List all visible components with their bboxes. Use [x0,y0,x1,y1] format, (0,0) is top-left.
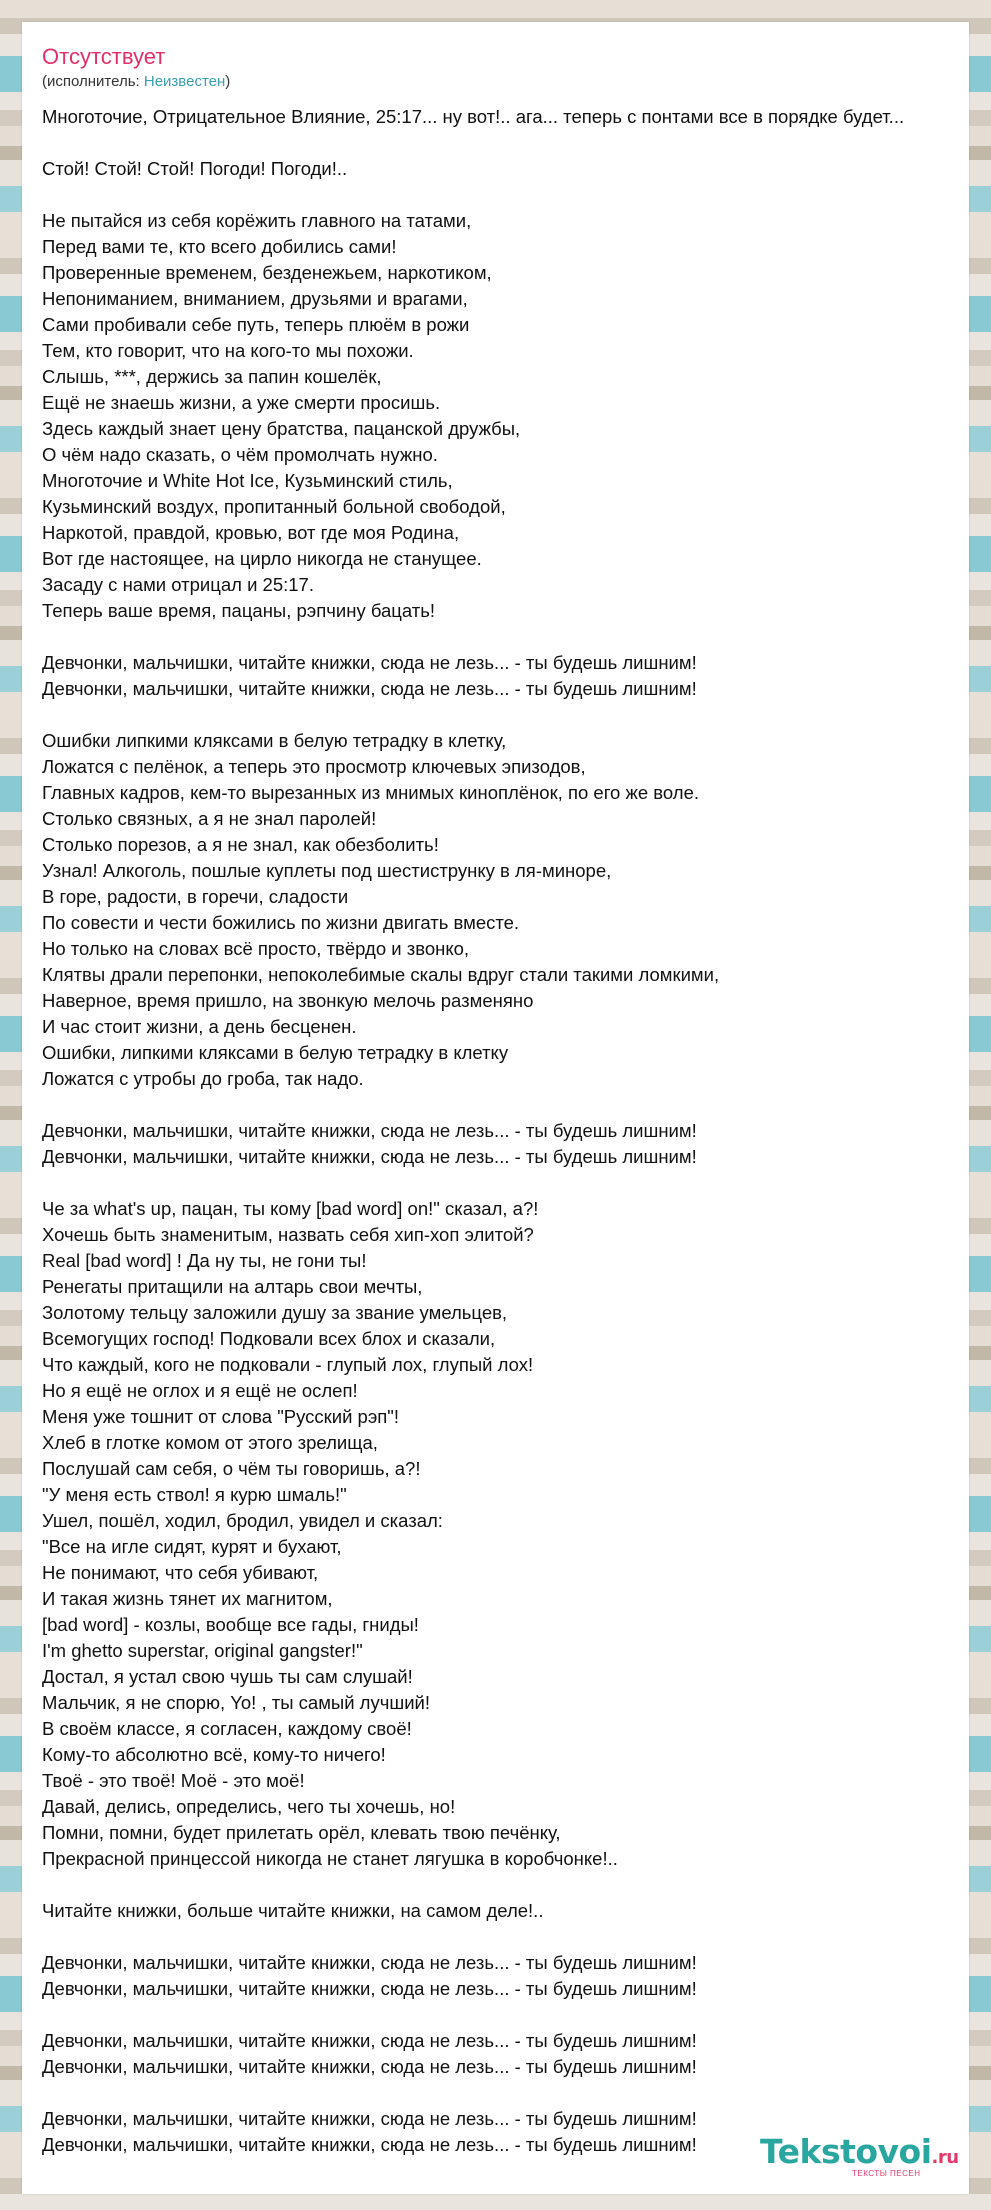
lyric-line: Девчонки, мальчишки, читайте книжки, сюда не лезь... - ты будешь лишним! [42,2108,697,2129]
lyric-line: Девчонки, мальчишки, читайте книжки, сюда не лезь... - ты будешь лишним! [42,2056,697,2077]
lyric-line: Столько связных, а я не знал паролей! [42,808,377,829]
lyric-blank-line [42,182,991,208]
lyric-line: В горе, радости, в горечи, сладости [42,886,349,907]
lyric-line: Что каждый, кого не подковали - глупый лох, глупый лох! [42,1354,534,1375]
lyric-line: Девчонки, мальчишки, читайте книжки, сюда не лезь... - ты будешь лишним! [42,1120,697,1141]
lyric-line: Клятвы драли перепонки, непоколебимые скалы вдруг стали такими ломкими, [42,964,720,985]
lyric-line: Не пытайся из себя корёжить главного на татами, [42,210,472,231]
lyric-line: Меня уже тошнит от слова "Русский рэп"! [42,1406,399,1427]
lyric-blank-line [42,1092,991,1118]
lyric-line: По совести и чести божились по жизни двигать вместе. [42,912,520,933]
lyric-line: Real [bad word] ! Да ну ты, не гони ты! [42,1250,367,1271]
lyric-line: Многоточие и White Hot Ice, Кузьминский стиль, [42,470,453,491]
lyric-line: Теперь ваше время, пацаны, рэпчину бацать! [42,600,436,621]
lyric-line: Наверное, время пришло, на звонкую мелочь разменяно [42,990,534,1011]
lyric-line: Всемогущих господ! Подковали всех блох и сказали, [42,1328,496,1349]
lyric-line: Читайте книжки, больше читайте книжки, на самом деле!.. [42,1900,544,1921]
performer-line [42,73,230,91]
lyric-line: Перед вами те, кто всего добились сами! [42,236,397,257]
lyric-line: [bad word] - козлы, вообще все гады, гниды! [42,1614,419,1635]
lyric-blank-line [42,2080,991,2106]
lyric-blank-line [42,1924,991,1950]
lyric-line: И такая жизнь тянет их магнитом, [42,1588,333,1609]
lyric-line: Засаду с нами отрицал и 25:17. [42,574,314,595]
song-title: Отсутствует [42,44,166,69]
lyric-blank-line [42,130,991,156]
lyric-blank-line [42,1872,991,1898]
performer-link[interactable]: Неизвестен [143,73,226,90]
logo-tld: .ru [931,2147,959,2168]
lyric-line: Наркотой, правдой, кровью, вот где моя Родина, [42,522,460,543]
lyric-line: Девчонки, мальчишки, читайте книжки, сюда не лезь... - ты будешь лишним! [42,2030,697,2051]
lyrics-text [42,104,991,2158]
lyric-line: Слышь, ***, держись за папин кошелёк, [42,366,382,387]
lyric-line: "Все на игле сидят, курят и бухают, [42,1536,342,1557]
lyric-line: I'm ghetto superstar, original gangster!" [42,1640,363,1661]
lyric-line: Достал, я устал свою чушь ты сам слушай! [42,1666,413,1687]
lyric-line: Давай, делись, определись, чего ты хочешь, но! [42,1796,456,1817]
lyric-blank-line [42,624,991,650]
lyric-line: Хочешь быть знаменитым, назвать себя хип-хоп элитой? [42,1224,534,1245]
lyric-line: Че за what's up, пацан, ты кому [bad word] on!" сказал, а?! [42,1198,539,1219]
lyric-line: Кому-то абсолютно всё, кому-то ничего! [42,1744,386,1765]
lyric-line: Ренегаты притащили на алтарь свои мечты, [42,1276,423,1297]
lyric-line: В своём классе, я согласен, каждому своё! [42,1718,412,1739]
lyric-line: Главных кадров, кем-то вырезанных из мнимых киноплёнок, по его же воле. [42,782,699,803]
lyric-line: Девчонки, мальчишки, читайте книжки, сюда не лезь... - ты будешь лишним! [42,678,697,699]
lyric-line: Ещё не знаешь жизни, а уже смерти просишь. [42,392,441,413]
lyric-line: Но я ещё не оглох и я ещё не ослеп! [42,1380,358,1401]
lyric-line: О чём надо сказать, о чём промолчать нужно. [42,444,438,465]
lyric-line: Здесь каждый знает цену братства, пацанской дружбы, [42,418,521,439]
lyric-line: Ложатся с пелёнок, а теперь это просмотр ключевых эпизодов, [42,756,586,777]
lyric-line: Проверенные временем, безденежьем, наркотиком, [42,262,492,283]
lyric-line: Тем, кто говорит, что на кого-то мы похожи. [42,340,414,361]
site-logo[interactable] [760,2134,965,2178]
lyric-line: Хлеб в глотке комом от этого зрелища, [42,1432,378,1453]
lyric-line: Мальчик, я не спорю, Yo! , ты самый лучший! [42,1692,431,1713]
lyric-line: Стой! Стой! Стой! Погоди! Погоди!.. [42,158,348,179]
lyric-line: Ушел, пошёл, ходил, бродил, увидел и сказал: [42,1510,443,1531]
lyric-line: Столько порезов, а я не знал, как обезболить! [42,834,439,855]
lyric-line: Прекрасной принцессой никогда не станет лягушка в коробчонке!.. [42,1848,618,1869]
lyric-line: Не понимают, что себя убивают, [42,1562,319,1583]
lyric-line: Ошибки липкими кляксами в белую тетрадку в клетку, [42,730,507,751]
lyric-line: Сами пробивали себе путь, теперь плюём в рожи [42,314,470,335]
lyric-line: Девчонки, мальчишки, читайте книжки, сюда не лезь... - ты будешь лишним! [42,1146,697,1167]
lyric-line: Непониманием, вниманием, друзьями и врагами, [42,288,468,309]
performer-suffix: ) [225,73,231,90]
lyric-line: Но только на словах всё просто, твёрдо и звонко, [42,938,470,959]
lyric-blank-line [42,702,991,728]
lyric-blank-line [42,1170,991,1196]
lyric-blank-line [42,2002,991,2028]
logo-name: Tekstovoi [760,2132,932,2171]
lyric-line: Узнал! Алкоголь, пошлые куплеты под шестиструнку в ля-миноре, [42,860,612,881]
lyric-line: Ошибки, липкими кляксами в белую тетрадку в клетку [42,1042,509,1063]
lyric-line: "У меня есть ствол! я курю шмаль!" [42,1484,347,1505]
lyric-line: Послушай сам себя, о чём ты говоришь, а?! [42,1458,421,1479]
logo-tagline: ТЕКСТЫ ПЕСЕН [852,2169,921,2178]
lyric-line: Золотому тельцу заложили душу за звание умельцев, [42,1302,508,1323]
lyric-line: Девчонки, мальчишки, читайте книжки, сюда не лезь... - ты будешь лишним! [42,1978,697,1999]
lyric-line: Девчонки, мальчишки, читайте книжки, сюда не лезь... - ты будешь лишним! [42,2134,697,2155]
lyric-line: Твоё - это твоё! Моё - это моё! [42,1770,305,1791]
lyric-line: Помни, помни, будет прилетать орёл, клевать твою печёнку, [42,1822,561,1843]
lyric-line: Девчонки, мальчишки, читайте книжки, сюда не лезь... - ты будешь лишним! [42,652,697,673]
lyric-line: Кузьминский воздух, пропитанный больной свободой, [42,496,506,517]
performer-prefix: (исполнитель: [42,73,144,90]
lyric-line: И час стоит жизни, а день бесценен. [42,1016,357,1037]
lyric-line: Девчонки, мальчишки, читайте книжки, сюда не лезь... - ты будешь лишним! [42,1952,697,1973]
lyric-line: Вот где настоящее, на цирло никогда не станущее. [42,548,482,569]
lyric-line: Ложатся с утробы до гроба, так надо. [42,1068,364,1089]
lyric-line: Многоточие, Отрицательное Влияние, 25:17... ну вот!.. ага... теперь с понтами все в порядке будет... [42,106,905,127]
